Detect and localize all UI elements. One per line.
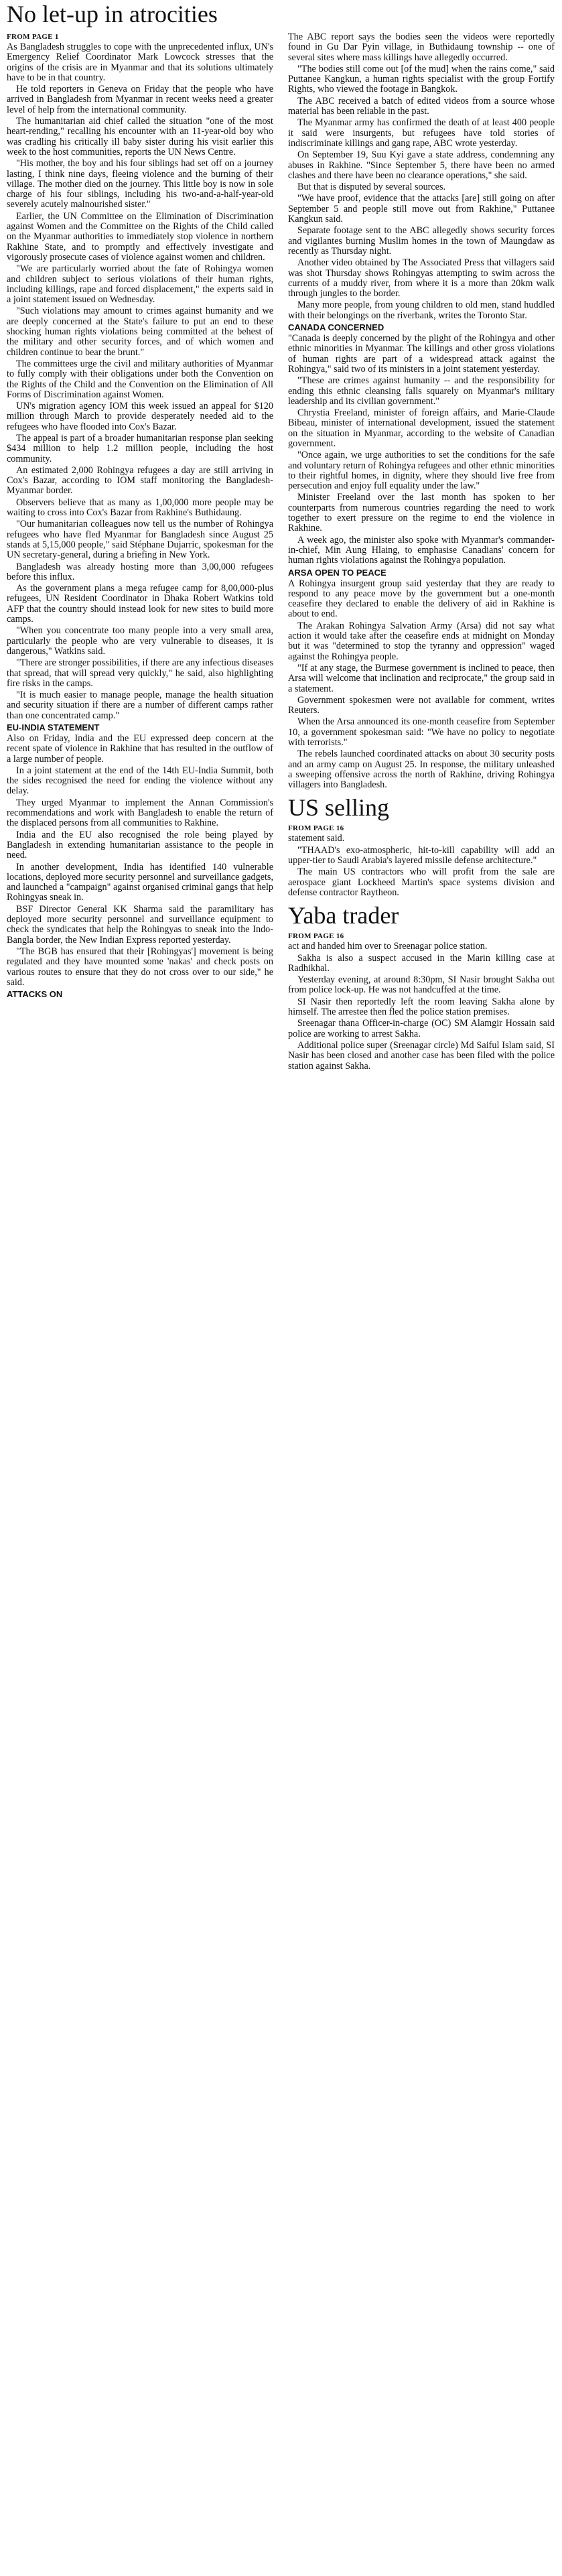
paragraph: But that is disputed by several sources. xyxy=(297,182,446,193)
paragraph: Yesterday evening, at around 8:30pm, SI Nasir brought Sakha out from police lock-up. He was not handcuffed at the time. xyxy=(288,974,555,996)
paragraph: SI Nasir then reportedly left the room leaving Sakha alone by himself. The arrestee then fled the police station premises. xyxy=(288,996,555,1018)
paragraph: Separate footage sent to the ABC allegedly shows security forces and vigilantes burning Muslim homes in the town of Maungdaw as recently as Thursday night. xyxy=(288,225,555,257)
paragraph: BSF Director General KK Sharma said the paramilitary has deployed more security personnel and surveillance equipment to check the syndicates that help the Rohingyas to sneak into the Indo-Bangla border, the New Indian Express reported yesterday. xyxy=(7,903,273,946)
subheading-eu-india: EU-INDIA STATEMENT xyxy=(7,722,100,732)
paragraph: "The BGB has ensured that their [Rohingyas'] movement is being regulated and they have mounted some 'nakas' and check posts on various routes to ensure that they do not cross over to our side," he said. xyxy=(7,946,273,988)
paragraph: "When you concentrate too many people into a very small area, particularly the people who are very vulnerable to diseases, it is dangerous," Watkins said. xyxy=(7,625,273,657)
paragraph: Many more people, from young children to old men, stand huddled with their belongings on the riverbank, writes the Toronto Star. xyxy=(288,300,555,321)
paragraph: In another development, India has identified 140 vulnerable locations, deployed more security personnel and surveillance gadgets, and launched a "campaign" against organised criminal gangs that help Rohingyas sneak in. xyxy=(7,861,273,903)
paragraph: "We have proof, evidence that the attacks [are] still going on after September 5 and people still move out from Rakhine," Puttanee Kangkun said. xyxy=(288,193,555,225)
paragraph: Earlier, the UN Committee on the Elimination of Discrimination against Women and the Committee on the Rights of the Child called on the Myanmar authorities to immediately stop violence in northern Rakhine State, and to promptly and effectively investigate and vigorously prosecute cases of violence against women and children. xyxy=(7,210,273,263)
paragraph: "If at any stage, the Burmese government is inclined to peace, then Arsa will welcome that inclination and reciprocate," the group said in a statement. xyxy=(288,662,555,694)
paragraph: As the government plans a mega refugee camp for 8,00,000-plus refugees, UN Resident Coordinator in Dhaka Robert Watkins told AFP that the country should instead look for new sites to build more camps. xyxy=(7,583,273,625)
paragraph: On September 19, Suu Kyi gave a state address, condemning any abuses in Rakhine. "Since September 5, there have been no armed clashes and there have been no clearance operations," she said. xyxy=(288,149,555,181)
left-body-2 xyxy=(7,734,273,988)
paragraph: "It is much easier to manage people, manage the health situation and security situation if there are a number of different camps rather than one concentrated camp." xyxy=(7,690,273,721)
paragraph: Government spokesmen were not available for comment, writes Reuters. xyxy=(288,694,555,716)
paragraph: Chrystia Freeland, minister of foreign affairs, and Marie-Claude Bibeau, minister of international development, issued the statement on the situation in Myanmar, according to the website of Canadian government. xyxy=(288,407,555,449)
paragraph: Also on Friday, India and the EU expressed deep concern at the recent spate of violence in Rakhine that has resulted in the outflow of a large number of people. xyxy=(7,733,273,765)
headline: No let-up in atrocities xyxy=(7,1,218,27)
us-selling-headline: US selling xyxy=(288,794,390,822)
paragraph: "These are crimes against humanity -- and the responsibility for ending this ethnic cleansing falls squarely on Myanmar's military leadership and its civilian government." xyxy=(288,375,555,407)
paragraph: A Rohingya insurgent group said yesterday that they are ready to respond to any peace move by the government but a one-month ceasefire they declared to enable the delivery of aid in Rakhine is about to end. xyxy=(288,578,555,620)
paragraph: "THAAD's exo-atmospheric, hit-to-kill capability will add an upper-tier to Saudi Arabia's layered missile defense architecture." xyxy=(288,844,555,866)
paragraph: The Myanmar army has confirmed the death of at least 400 people it said were insurgents, but refugees have told stories of indiscriminate killings and gang rape, ABC wrote yesterday. xyxy=(288,117,555,149)
paragraph: As Bangladesh struggles to cope with the unprecedented influx, UN's Emergency Relief Coordinator Mark Lowcock stresses that the origins of the crisis are in Myanmar and that its solutions ultimately have to be in that country. xyxy=(7,42,273,83)
paragraph: "We are particularly worried about the fate of Rohingya women and children subject to serious violations of their human rights, including killings, rape and forced displacement," the experts said in a joint statement issued on Wednesday. xyxy=(7,263,273,306)
paragraph: He told reporters in Geneva on Friday that the people who have arrived in Bangladesh from Myanmar in recent weeks need a greater level of help from the international community. xyxy=(7,84,273,115)
from-page-label: FROM PAGE 16 xyxy=(288,824,344,833)
paragraph: "Our humanitarian colleagues now tell us the number of Rohingya refugees who have fled Myanmar for Bangladesh since August 25 stands at 5,15,000 people," said Stéphane Dujarric, spokesman for the UN secretary-general, during a briefing in New York. xyxy=(7,519,273,561)
paragraph: "The bodies still come out [of the mud] when the rains come," said Puttanee Kangkun, a human rights specialist with the group Fortify Rights, who viewed the footage in Bangkok. xyxy=(288,63,555,95)
paragraph: They urged Myanmar to implement the Annan Commission's recommendations and work with Bangladesh to enable the return of the displaced persons from all communities to Rakhine. xyxy=(7,797,273,829)
paragraph: Minister Freeland over the last month has spoken to her counterparts from numerous countries regarding the need to work together to exert pressure on the regime to end the violence in Rakhine. xyxy=(288,492,555,534)
subheading-arsa: ARSA OPEN TO PEACE xyxy=(288,567,387,578)
paragraph: The appeal is part of a broader humanitarian response plan seeking $434 million to help 1.2 million people, including the host community. xyxy=(7,432,273,464)
paragraph: act and handed him over to Sreenagar police station. xyxy=(288,941,488,952)
paragraph: An estimated 2,000 Rohingya refugees a day are still arriving in Cox's Bazar, according to IOM staff monitoring the Bangladesh-Myanmar border. xyxy=(7,464,273,497)
paragraph: Additional police super (Sreenagar circle) Md Saiful Islam said, SI Nasir has been closed and another case has been filed with the police station against Sakha. xyxy=(288,1039,555,1072)
paragraph: Observers believe that as many as 1,00,000 more people may be waiting to cross into Cox's Bazar from Rakhine's Buthidaung. xyxy=(7,497,273,519)
paragraph: When the Arsa announced its one-month ceasefire from September 10, a government spokesman said: "We have no policy to negotiate with terrorists." xyxy=(288,716,555,748)
right-body-2 xyxy=(288,334,555,566)
paragraph: "Once again, we urge authorities to set the conditions for the safe and voluntary return of Rohingya refugees and other ethnic minorities to their rightful homes, in dignity, where they should live free from persecution and enjoy full equality under the law." xyxy=(288,450,555,492)
paragraph: "His mother, the boy and his four siblings had set off on a journey lasting, I think nine days, fleeing violence and the burning of their village. The mother died on the journey. This little boy is now in sole charge of his four siblings, including his two-and-a-half-year-old severely acutely malnourished sister." xyxy=(7,158,273,210)
paragraph: The main US contractors who will profit from the sale are aerospace giant Lockheed Martin's space systems division and defense contractor Raytheon. xyxy=(288,866,555,898)
left-body xyxy=(7,42,273,721)
column-left xyxy=(7,32,273,2576)
paragraph: A week ago, the minister also spoke with Myanmar's commander-in-chief, Min Aung Hlaing, to emphasise Canadians' concern for human rights violations against the Rohingya population. xyxy=(288,534,555,566)
paragraph: In a joint statement at the end of the 14th EU-India Summit, both the sides recognised the need for ending the violence without any delay. xyxy=(7,765,273,797)
paragraph: The ABC report says the bodies seen the videos were reportedly found in Gu Dar Pyin village, in Buthidaung township -- one of several sites where mass killings have allegedly occurred. xyxy=(288,32,555,63)
right-body-3 xyxy=(288,579,555,791)
paragraph: Sakha is also a suspect accused in the Marin killing case at Radhikhal. xyxy=(288,952,555,974)
paragraph: Sreenagar thana Officer-in-charge (OC) SM Alamgir Hossain said police are working to arrest Sakha. xyxy=(288,1018,555,1039)
paragraph: India and the EU also recognised the role being played by Bangladesh in extending humanitarian assistance to the people in need. xyxy=(7,829,273,861)
paragraph: Another video obtained by The Associated Press that villagers said was shot Thursday shows Rohingyas attempting to swim across the currents of a muddy river, from where it is a more than 20km walk through jungles to the border. xyxy=(288,257,555,300)
paragraph: UN's migration agency IOM this week issued an appeal for $120 million through March to provide desperately needed aid to the refugees who have flooded into Cox's Bazar. xyxy=(7,401,273,432)
yaba-trader-headline: Yaba trader xyxy=(288,902,399,929)
paragraph: statement said. xyxy=(288,833,345,844)
paragraph: The committees urge the civil and military authorities of Myanmar to fully comply with their obligations under both the Convention on the Rights of the Child and the Convention on the Elimination of All Forms of Discrimination against Women. xyxy=(7,358,273,400)
paragraph: The humanitarian aid chief called the situation "one of the most heart-rending," recalling his encounter with an 11-year-old boy who was cradling his critically ill baby sister during his visit earlier this week to the host communities, reports the UN News Centre. xyxy=(7,116,273,157)
paragraph: The rebels launched coordinated attacks on about 30 security posts and an army camp on August 25. In response, the military unleashed a sweeping offensive across the north of Rakhine, driving Rohingya villagers into Bangladesh. xyxy=(288,749,555,791)
paragraph: The ABC received a batch of edited videos from a source whose material has been reliable in the past. xyxy=(288,95,555,117)
right-body xyxy=(288,32,555,321)
paragraph: "Canada is deeply concerned by the plight of the Rohingya and other ethnic minorities in Myanmar. The killings and other gross violations of human rights are part of a widespread attack against the Rohingya," said two of its ministers in a joint statement yesterday. xyxy=(288,333,555,375)
from-page-label: FROM PAGE 1 xyxy=(7,33,59,41)
subheading-attacks-on: ATTACKS ON xyxy=(7,989,63,1000)
paragraph: "There are stronger possibilities, if there are any infectious diseases that spread, that will spread very quickly," he said, also highlighting fire risks in the camps. xyxy=(7,657,273,689)
paragraph: The Arakan Rohingya Salvation Army (Arsa) did not say what action it would take after the ceasefire ends at midnight on Monday but it was "determined to stop the tyranny and oppression" waged against the Rohingya people. xyxy=(288,620,555,662)
paragraph: Bangladesh was already hosting more than 3,00,000 refugees before this influx. xyxy=(7,561,273,582)
column-right xyxy=(288,32,555,2576)
from-page-label: FROM PAGE 16 xyxy=(288,932,344,941)
subheading-canada: CANADA CONCERNED xyxy=(288,322,384,333)
paragraph: "Such violations may amount to crimes against humanity and we are deeply concerned at the State's failure to put an end to these shocking human rights violations being committed at the behest of the military and other security forces, and of which women and children continue to bear the brunt." xyxy=(7,306,273,358)
